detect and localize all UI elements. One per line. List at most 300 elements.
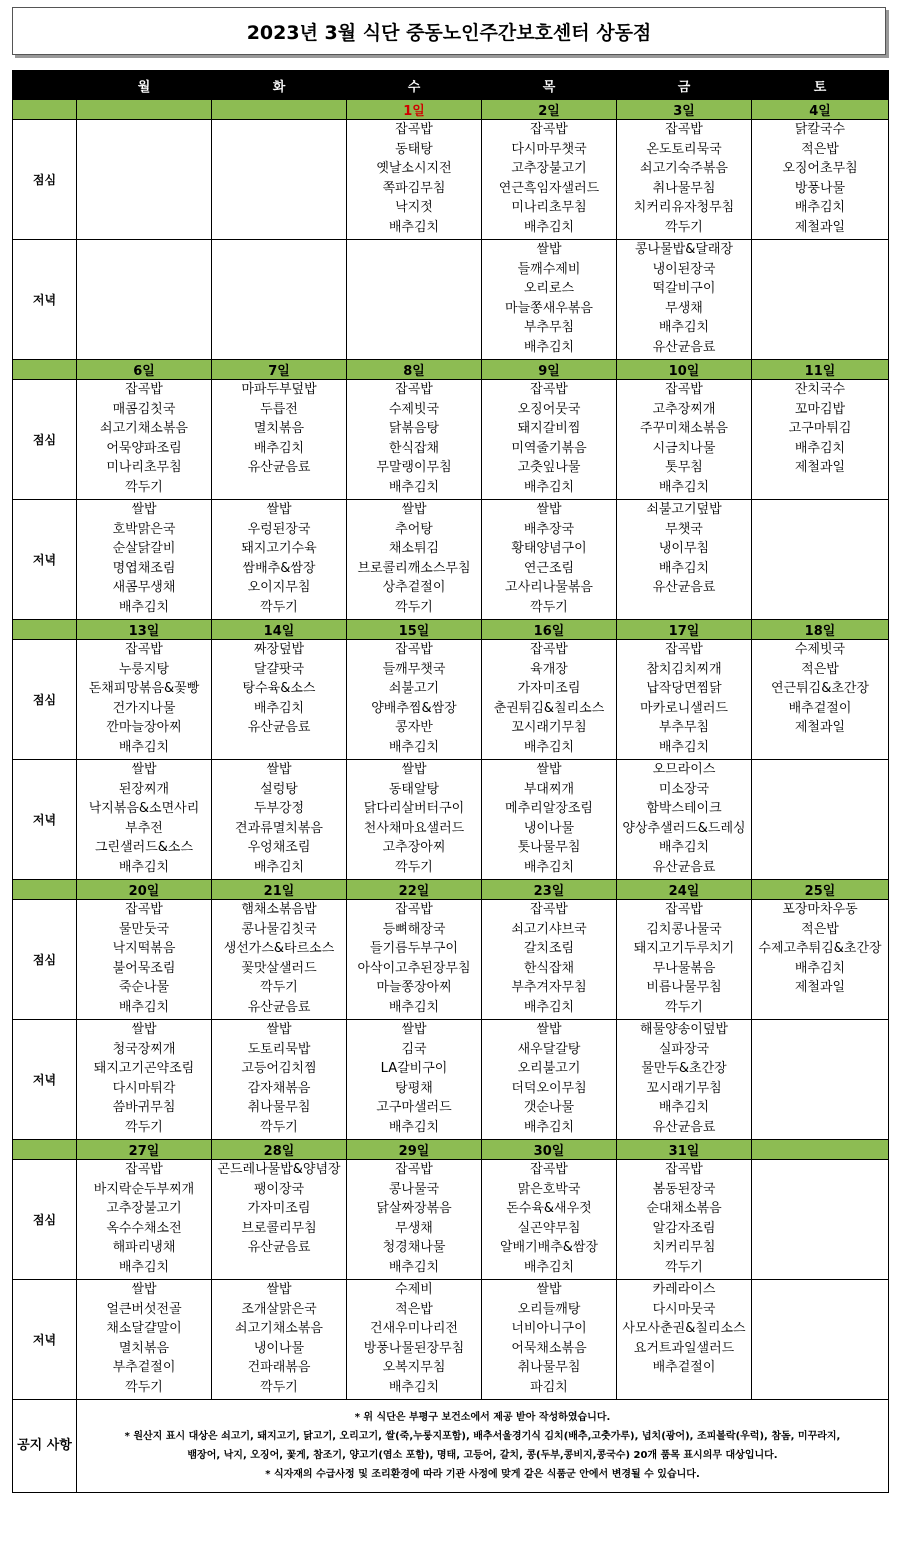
date-cell: 22일	[347, 880, 482, 900]
menu-item: 납작당면찜닭	[646, 681, 722, 696]
menu-item: 매콤김칫국	[112, 401, 176, 417]
menu-item: 상추겉절이	[382, 580, 446, 595]
date-cell: 9일	[482, 360, 617, 380]
menu-cell	[347, 900, 482, 1020]
menu-item: 배추김치	[388, 479, 440, 495]
weekday-header: 목	[482, 71, 617, 100]
menu-item: 깍두기	[665, 1259, 703, 1275]
menu-item: 쌀밥	[536, 1282, 562, 1297]
menu-item: 해물양송이덮밥	[640, 1022, 728, 1037]
meal-label-dinner: 저녁	[13, 1280, 77, 1400]
menu-item: 팽이장국	[253, 1181, 305, 1197]
menu-item: 오리들깨탕	[517, 1301, 581, 1317]
menu-item: 닭칼국수	[794, 122, 846, 137]
menu-cell	[482, 1280, 617, 1400]
menu-item: 부추겨자무침	[511, 980, 587, 995]
dinner-row	[13, 1020, 889, 1140]
menu-item: 우엉채조림	[247, 840, 311, 855]
date-cell	[77, 100, 212, 120]
menu-item: 천사채마요샐러드	[363, 820, 465, 836]
menu-item: 돈채피망볶음&꽃빵	[88, 681, 200, 696]
date-cell: 24일	[617, 880, 752, 900]
menu-item: 조개살맑은국	[241, 1301, 317, 1317]
menu-item: 배추김치	[794, 960, 846, 976]
menu-cell	[617, 760, 752, 880]
menu-item: 고춧잎나물	[517, 460, 581, 475]
menu-item: 물만두&초간장	[641, 1061, 727, 1076]
menu-item: 쌀밥	[266, 762, 292, 777]
date-cell: 20일	[77, 880, 212, 900]
menu-item: 냉이된장국	[652, 261, 716, 277]
menu-item: 돼지고기두루치기	[633, 941, 735, 956]
menu-cell	[752, 1280, 889, 1400]
weekday-header: 화	[212, 71, 347, 100]
menu-item: 깍두기	[395, 859, 433, 875]
menu-item: 맑은호박국	[517, 1181, 581, 1197]
date-cell: 14일	[212, 620, 347, 640]
menu-item: 알배기배추&쌈장	[499, 1240, 599, 1255]
menu-item: 탕평채	[395, 1080, 433, 1096]
date-row	[13, 880, 889, 900]
menu-item: 돼지고기수육	[241, 541, 317, 556]
menu-item: 달걀팟국	[253, 661, 305, 677]
menu-item: 포장마차우동	[782, 902, 858, 917]
menu-item: 쌀밥	[131, 1022, 157, 1037]
menu-item: 어묵채소볶음	[511, 1340, 587, 1356]
menu-cell	[482, 640, 617, 760]
menu-item: 돼지갈비찜	[517, 421, 581, 436]
menu-item: 유산균음료	[652, 1119, 716, 1135]
weekday-header: 월	[77, 71, 212, 100]
menu-item: 배추김치	[523, 339, 575, 355]
menu-item: 배추김치	[388, 219, 440, 235]
menu-item: 한식잡채	[388, 440, 440, 456]
menu-item: 카레라이스	[652, 1282, 716, 1297]
menu-item: 무챗국	[665, 521, 703, 537]
menu-item: 배추김치	[118, 859, 170, 875]
menu-item: 배추김치	[794, 440, 846, 456]
menu-item: 실곤약무침	[517, 1220, 581, 1236]
menu-cell	[752, 500, 889, 620]
menu-item: 추어탕	[395, 521, 433, 537]
page-title: 2023년 3월 식단 중동노인주간보호센터 상동점	[12, 7, 886, 55]
menu-item: 쌀밥	[131, 1282, 157, 1297]
menu-item: 설렁탕	[260, 781, 298, 797]
menu-cell	[617, 640, 752, 760]
menu-item: 씀바귀무침	[112, 1100, 176, 1115]
menu-item: 치커리무침	[652, 1240, 716, 1255]
menu-item: 요거트과일샐러드	[633, 1340, 735, 1356]
menu-item: 깍두기	[665, 219, 703, 235]
menu-item: 유산균음료	[652, 859, 716, 875]
menu-cell	[77, 1280, 212, 1400]
menu-item: 톳무침	[665, 460, 703, 475]
menu-item: 호박맑은국	[112, 521, 176, 537]
menu-item: 함박스테이크	[646, 801, 722, 816]
menu-cell	[212, 900, 347, 1020]
date-cell: 25일	[752, 880, 889, 900]
menu-item: 쌀밥	[401, 1022, 427, 1037]
menu-item: 배추김치	[118, 1259, 170, 1275]
notice-content	[77, 1400, 889, 1493]
menu-item: 불어묵조림	[112, 960, 176, 976]
menu-item: 제철과일	[794, 720, 846, 735]
menu-cell	[752, 640, 889, 760]
date-row-corner	[13, 1140, 77, 1160]
menu-cell	[617, 1020, 752, 1140]
date-row-corner	[13, 620, 77, 640]
menu-item: 다시마무챗국	[511, 141, 587, 157]
menu-item: 브로콜리깨소스무침	[357, 560, 471, 576]
menu-item: 배추김치	[523, 859, 575, 875]
menu-table	[12, 70, 889, 1493]
menu-item: 얼큰버섯전골	[106, 1301, 182, 1317]
menu-item: 더덕오이무침	[511, 1080, 587, 1096]
menu-item: 청경채나물	[382, 1240, 446, 1255]
menu-item: 오므라이스	[652, 762, 716, 777]
menu-item: 취나물무침	[652, 180, 716, 196]
menu-cell	[617, 900, 752, 1020]
menu-item: 콩나물김칫국	[241, 921, 317, 937]
menu-item: 고추장불고기	[106, 1201, 182, 1216]
menu-item: 깍두기	[125, 1379, 163, 1395]
menu-item: 감자채볶음	[247, 1080, 311, 1096]
menu-cell	[617, 120, 752, 240]
menu-item: 잡곡밥	[395, 382, 433, 397]
menu-item: 배추김치	[658, 479, 710, 495]
menu-item: 동태탕	[395, 141, 433, 157]
menu-item: 부대찌개	[523, 781, 575, 797]
menu-cell	[347, 1160, 482, 1280]
menu-item: 다시마뭇국	[652, 1301, 716, 1317]
menu-item: 파김치	[530, 1379, 568, 1395]
menu-item: 황태양념구이	[511, 541, 587, 556]
menu-cell	[617, 240, 752, 360]
dinner-row	[13, 760, 889, 880]
notice-label: 공지 사항	[13, 1400, 77, 1493]
menu-item: 깍두기	[260, 1119, 298, 1135]
notice-line: * 식자재의 수급사정 및 조리환경에 따라 기관 사정에 맞게 같은 식품군 안에서 변경될 수 있습니다.	[265, 1469, 700, 1480]
menu-item: 배추김치	[523, 219, 575, 235]
menu-item: 깐마늘장아찌	[106, 720, 182, 735]
menu-item: 쌀밥	[536, 242, 562, 257]
meal-label-dinner: 저녁	[13, 1020, 77, 1140]
menu-item: 고추장불고기	[511, 161, 587, 176]
menu-item: 닭살짜장볶음	[376, 1201, 452, 1216]
menu-cell	[77, 640, 212, 760]
menu-item: 적은밥	[801, 921, 839, 937]
menu-cell	[482, 120, 617, 240]
menu-item: 마파두부덮밥	[241, 382, 317, 397]
date-cell: 28일	[212, 1140, 347, 1160]
menu-item: 그린샐러드&소스	[94, 840, 194, 855]
menu-item: 배추겉절이	[652, 1360, 716, 1375]
menu-item: 잡곡밥	[665, 382, 703, 397]
menu-item: 주꾸미채소볶음	[640, 421, 728, 436]
menu-item: 배추김치	[118, 739, 170, 755]
date-row-corner	[13, 100, 77, 120]
menu-item: 낙지떡볶음	[112, 941, 176, 956]
weekday-header-row	[13, 71, 889, 100]
menu-item: 배추김치	[253, 859, 305, 875]
menu-item: 고구마샐러드	[376, 1100, 452, 1115]
menu-item: 건가지나물	[112, 700, 176, 716]
menu-item: 유산균음료	[247, 720, 311, 735]
menu-item: 아삭이고추된장무침	[357, 960, 471, 976]
date-cell: 16일	[482, 620, 617, 640]
menu-item: 무나물볶음	[652, 960, 716, 976]
meal-label-lunch: 점심	[13, 1160, 77, 1280]
menu-cell	[347, 1020, 482, 1140]
menu-item: 순살닭갈비	[112, 541, 176, 556]
menu-item: 오징어뭇국	[517, 401, 581, 417]
menu-item: 잡곡밥	[395, 902, 433, 917]
menu-item: 배추김치	[388, 1259, 440, 1275]
menu-item: 마늘쫑새우볶음	[505, 300, 593, 316]
date-cell: 3일	[617, 100, 752, 120]
menu-item: 명엽채조림	[112, 560, 176, 576]
menu-item: 부추무침	[523, 320, 575, 335]
menu-item: 쌀밥	[536, 1022, 562, 1037]
date-cell: 29일	[347, 1140, 482, 1160]
menu-item: 잡곡밥	[665, 642, 703, 657]
menu-item: 너비아니구이	[511, 1321, 587, 1336]
menu-item: 메추리알장조림	[505, 801, 593, 816]
menu-item: 깍두기	[665, 999, 703, 1015]
menu-item: LA갈비구이	[380, 1061, 448, 1076]
menu-item: 오복지무침	[382, 1360, 446, 1375]
menu-item: 옥수수채소전	[106, 1220, 182, 1236]
date-cell: 1일	[347, 100, 482, 120]
menu-item: 온도토리묵국	[646, 141, 722, 157]
menu-item: 수제빗국	[388, 401, 440, 417]
menu-item: 수제비	[395, 1282, 433, 1297]
menu-item: 잡곡밥	[125, 642, 163, 657]
menu-item: 갯순나물	[523, 1100, 575, 1115]
menu-item: 치커리유자청무침	[633, 200, 735, 215]
menu-item: 마늘쫑장아찌	[376, 980, 452, 995]
menu-item: 적은밥	[801, 661, 839, 677]
dinner-row	[13, 500, 889, 620]
menu-item: 쇠고기채소볶음	[235, 1321, 323, 1336]
menu-item: 잡곡밥	[665, 1162, 703, 1177]
date-row	[13, 1140, 889, 1160]
menu-item: 배추김치	[388, 1379, 440, 1395]
menu-item: 깍두기	[260, 599, 298, 615]
menu-item: 쇠고기숙주볶음	[640, 161, 728, 176]
date-cell: 8일	[347, 360, 482, 380]
lunch-row	[13, 380, 889, 500]
menu-item: 갈치조림	[523, 941, 575, 956]
menu-item: 견과류멸치볶음	[235, 820, 323, 836]
menu-item: 오이지무침	[247, 580, 311, 595]
menu-item: 유산균음료	[247, 999, 311, 1015]
menu-item: 유산균음료	[652, 580, 716, 595]
lunch-row	[13, 640, 889, 760]
date-cell: 31일	[617, 1140, 752, 1160]
menu-item: 순대채소볶음	[646, 1201, 722, 1216]
menu-item: 육개장	[530, 661, 568, 677]
menu-item: 잡곡밥	[530, 1162, 568, 1177]
menu-item: 수제빗국	[794, 642, 846, 657]
menu-cell	[77, 120, 212, 240]
menu-cell	[752, 120, 889, 240]
menu-item: 돼지고기곤약조림	[93, 1061, 195, 1076]
header-corner	[13, 71, 77, 100]
menu-item: 참치김치찌개	[646, 661, 722, 677]
menu-item: 바지락순두부찌개	[93, 1181, 195, 1197]
date-cell: 11일	[752, 360, 889, 380]
menu-cell	[347, 380, 482, 500]
menu-cell	[212, 760, 347, 880]
menu-item: 등뼈해장국	[382, 921, 446, 937]
menu-cell	[482, 380, 617, 500]
menu-item: 쌈배추&쌈장	[242, 560, 316, 576]
menu-cell	[212, 380, 347, 500]
date-cell: 13일	[77, 620, 212, 640]
menu-cell	[212, 1280, 347, 1400]
menu-item: 쇠불고기덮밥	[646, 502, 722, 517]
menu-item: 콩나물밥&달래장	[634, 242, 734, 257]
menu-item: 꼬시래기무침	[511, 720, 587, 735]
menu-item: 해파리냉채	[112, 1240, 176, 1255]
menu-item: 새우달갈탕	[517, 1041, 581, 1057]
menu-item: 깍두기	[125, 479, 163, 495]
menu-item: 미역줄기볶음	[511, 440, 587, 456]
menu-item: 배추김치	[523, 999, 575, 1015]
menu-item: 꼬마김밥	[794, 401, 846, 417]
menu-item: 건새우미나리전	[370, 1321, 458, 1336]
menu-item: 냉이나물	[253, 1340, 305, 1356]
menu-cell	[212, 640, 347, 760]
dinner-row	[13, 240, 889, 360]
date-cell: 15일	[347, 620, 482, 640]
menu-item: 쪽파김무침	[382, 180, 446, 196]
menu-item: 배추김치	[388, 999, 440, 1015]
menu-item: 잡곡밥	[665, 902, 703, 917]
date-row-corner	[13, 880, 77, 900]
menu-item: 배추김치	[794, 200, 846, 215]
menu-item: 톳나물무침	[517, 840, 581, 855]
date-cell: 4일	[752, 100, 889, 120]
menu-item: 미나리초무침	[511, 200, 587, 215]
menu-item: 잡곡밥	[125, 1162, 163, 1177]
menu-item: 들깨수제비	[517, 261, 581, 277]
menu-item: 새콤무생채	[112, 580, 176, 595]
date-cell: 30일	[482, 1140, 617, 1160]
menu-item: 배추겉절이	[788, 700, 852, 716]
menu-item: 한식잡채	[523, 960, 575, 976]
menu-item: 배추김치	[523, 1119, 575, 1135]
menu-cell	[347, 760, 482, 880]
menu-item: 잡곡밥	[530, 902, 568, 917]
menu-item: 쇠고기샤브국	[511, 921, 587, 937]
menu-item: 춘권튀김&칠리소스	[493, 700, 605, 716]
notice-line: * 원산지 표시 대상은 쇠고기, 돼지고기, 닭고기, 오리고기, 쌀(죽,누룽지포함), 배추서울경기식 김치(배추,고춧가루), 넙치(광어), 조피볼락(우럭), 참돔, 미꾸라지,	[124, 1431, 841, 1442]
menu-item: 미나리초무침	[106, 460, 182, 475]
menu-item: 누룽지탕	[118, 661, 170, 677]
menu-item: 고사리나물볶음	[505, 580, 593, 595]
menu-item: 죽순나물	[118, 980, 170, 995]
date-cell	[212, 100, 347, 120]
menu-cell	[752, 1160, 889, 1280]
menu-cell	[752, 380, 889, 500]
weekday-header: 수	[347, 71, 482, 100]
date-row	[13, 620, 889, 640]
menu-item: 깍두기	[260, 980, 298, 995]
menu-item: 부추전	[125, 820, 163, 836]
menu-item: 두릅전	[260, 401, 298, 417]
menu-cell	[347, 240, 482, 360]
menu-item: 배추김치	[523, 1259, 575, 1275]
menu-item: 유산균음료	[247, 1240, 311, 1255]
menu-item: 무생채	[665, 300, 703, 316]
meal-label-lunch: 점심	[13, 640, 77, 760]
menu-item: 배추김치	[658, 739, 710, 755]
menu-cell	[347, 120, 482, 240]
menu-item: 잡곡밥	[395, 1162, 433, 1177]
menu-cell	[752, 240, 889, 360]
meal-label-dinner: 저녁	[13, 500, 77, 620]
date-cell	[752, 1140, 889, 1160]
menu-item: 가자미조림	[247, 1201, 311, 1216]
menu-cell	[212, 240, 347, 360]
menu-item: 콩나물국	[388, 1181, 440, 1197]
date-cell: 2일	[482, 100, 617, 120]
menu-item: 잡곡밥	[530, 122, 568, 137]
menu-item: 쌀밥	[266, 1022, 292, 1037]
menu-cell	[617, 1280, 752, 1400]
menu-item: 곤드레나물밥&양념장	[217, 1162, 341, 1177]
menu-cell	[77, 1160, 212, 1280]
menu-item: 동태알탕	[388, 781, 440, 797]
menu-item: 잡곡밥	[125, 382, 163, 397]
menu-item: 채소달걀말이	[106, 1321, 182, 1336]
notice-line: 뱀장어, 낙지, 오징어, 꽃게, 참조기, 양고기(염소 포함), 명태, 고등어, 갈치, 콩(두부,콩비지,콩국수) 20개 품목 표시의무 대상입니다.	[187, 1450, 778, 1461]
menu-cell	[212, 120, 347, 240]
menu-item: 떡갈비구이	[652, 281, 716, 296]
menu-item: 오리불고기	[517, 1061, 581, 1076]
menu-item: 도토리묵밥	[247, 1041, 311, 1057]
meal-label-lunch: 점심	[13, 380, 77, 500]
menu-item: 멸치볶음	[253, 421, 305, 436]
menu-item: 고구마튀김	[788, 421, 852, 436]
menu-item: 쌀밥	[401, 762, 427, 777]
menu-item: 깍두기	[125, 1119, 163, 1135]
menu-item: 적은밥	[801, 141, 839, 157]
menu-item: 들깨무챗국	[382, 661, 446, 677]
menu-item: 쌀밥	[131, 762, 157, 777]
date-cell: 10일	[617, 360, 752, 380]
menu-cell	[347, 1280, 482, 1400]
menu-item: 닭볶음탕	[388, 421, 440, 436]
menu-item: 된장찌개	[118, 781, 170, 797]
menu-item: 짜장덮밥	[253, 642, 305, 657]
menu-item: 배추김치	[658, 1100, 710, 1115]
menu-item: 고등어김치찜	[241, 1061, 317, 1076]
menu-item: 수제고추튀김&초간장	[758, 941, 882, 956]
menu-item: 탕수육&소스	[242, 681, 316, 696]
menu-item: 채소튀김	[388, 541, 440, 556]
menu-item: 미소장국	[658, 781, 710, 797]
menu-item: 가자미조림	[517, 681, 581, 696]
menu-item: 방풍나물된장무침	[363, 1340, 465, 1356]
menu-item: 유산균음료	[652, 339, 716, 355]
menu-item: 배추김치	[253, 700, 305, 716]
menu-item: 청국장찌개	[112, 1041, 176, 1057]
menu-item: 배추김치	[388, 739, 440, 755]
menu-item: 시금치나물	[652, 440, 716, 456]
